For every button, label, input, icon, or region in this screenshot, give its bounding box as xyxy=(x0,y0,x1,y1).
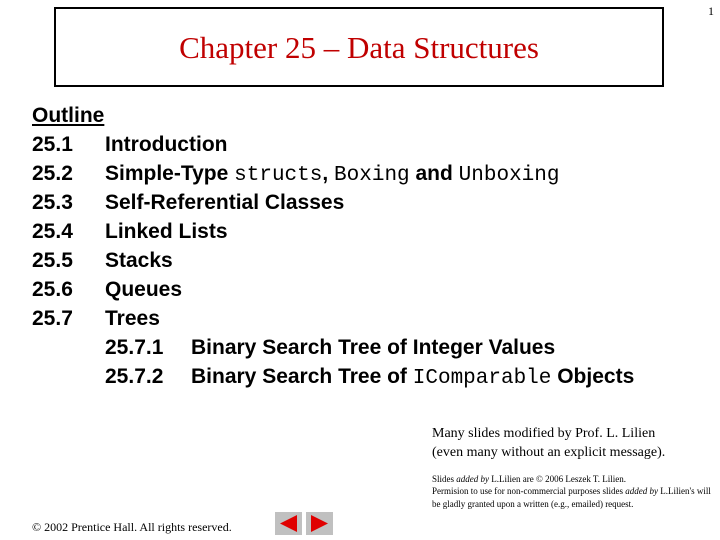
outline-item xyxy=(32,304,634,333)
outline-text xyxy=(105,217,228,246)
code-term: structs xyxy=(234,164,323,187)
fine-emphasis: added by xyxy=(625,486,658,497)
outline xyxy=(32,101,634,391)
fine-text: L.Lilien's will be gladly granted upon a written (e.g., emailed) request. xyxy=(432,486,711,509)
outline-item xyxy=(32,217,634,246)
modification-note xyxy=(432,424,707,462)
fine-text: L.Lilien are © 2006 Leszek T. Lilien. xyxy=(489,474,626,484)
outline-text xyxy=(105,130,227,159)
outline-items xyxy=(32,130,634,333)
outline-number: 25.5 xyxy=(32,249,73,272)
outline-text xyxy=(105,304,160,333)
outline-subitem xyxy=(32,333,634,362)
outline-text-part: , xyxy=(322,162,335,185)
outline-text-part: Introduction xyxy=(105,133,228,156)
code-term: Boxing xyxy=(334,164,410,187)
code-term: IComparable xyxy=(412,367,552,390)
copyright-notice: © 2002 Prentice Hall. All rights reserved. xyxy=(32,520,232,534)
outline-text-part: Simple-Type xyxy=(105,162,235,185)
title-box xyxy=(54,7,664,87)
page-number: 1 xyxy=(708,4,714,18)
outline-number: 25.7.2 xyxy=(105,365,164,388)
outline-number: 25.1 xyxy=(32,133,73,156)
outline-text xyxy=(191,333,555,362)
outline-number: 25.4 xyxy=(32,220,73,243)
outline-text-part: Objects xyxy=(551,365,635,388)
outline-text-part: Binary Search Tree of Integer Values xyxy=(191,336,556,359)
outline-number: 25.2 xyxy=(32,162,73,185)
outline-heading: Outline xyxy=(32,104,105,127)
fine-print-2 xyxy=(432,485,712,510)
outline-item xyxy=(32,246,634,275)
note-line-2: (even many without an explicit message). xyxy=(432,445,666,460)
outline-number: 25.6 xyxy=(32,278,73,301)
code-term: Unboxing xyxy=(458,164,560,187)
outline-subitems xyxy=(32,333,634,391)
outline-number: 25.7 xyxy=(32,307,73,330)
outline-item xyxy=(32,188,634,217)
triangle-left-icon xyxy=(275,512,302,535)
note-line-1: Many slides modified by Prof. L. Lilien xyxy=(432,426,656,441)
outline-text xyxy=(191,362,634,391)
outline-subitem xyxy=(32,362,634,391)
slide-title: Chapter 25 – Data Structures xyxy=(179,30,539,65)
outline-text-part: Self-Referential Classes xyxy=(105,191,345,214)
fine-emphasis: added by xyxy=(456,474,490,484)
outline-text xyxy=(105,246,173,275)
outline-text-part: Linked Lists xyxy=(105,220,228,243)
outline-number: 25.3 xyxy=(32,191,73,214)
outline-text-part: Queues xyxy=(105,278,183,301)
outline-text-part: Trees xyxy=(105,307,160,330)
previous-slide-button[interactable] xyxy=(275,512,302,535)
outline-item xyxy=(32,130,634,159)
outline-text-part: Binary Search Tree of xyxy=(191,365,413,388)
next-slide-button[interactable] xyxy=(306,512,333,535)
outline-text xyxy=(105,188,344,217)
outline-item xyxy=(32,275,634,304)
fine-print-1 xyxy=(432,473,712,485)
outline-text-part: and xyxy=(409,162,459,185)
outline-number: 25.7.1 xyxy=(105,336,164,359)
fine-print xyxy=(432,473,712,510)
outline-item xyxy=(32,159,634,188)
outline-text-part: Stacks xyxy=(105,249,173,272)
fine-text: Slides xyxy=(432,474,457,484)
outline-text xyxy=(105,275,182,304)
triangle-right-icon xyxy=(306,512,333,535)
fine-text: Permision to use for non-commercial purposes slides xyxy=(432,486,626,497)
outline-text xyxy=(105,159,560,188)
